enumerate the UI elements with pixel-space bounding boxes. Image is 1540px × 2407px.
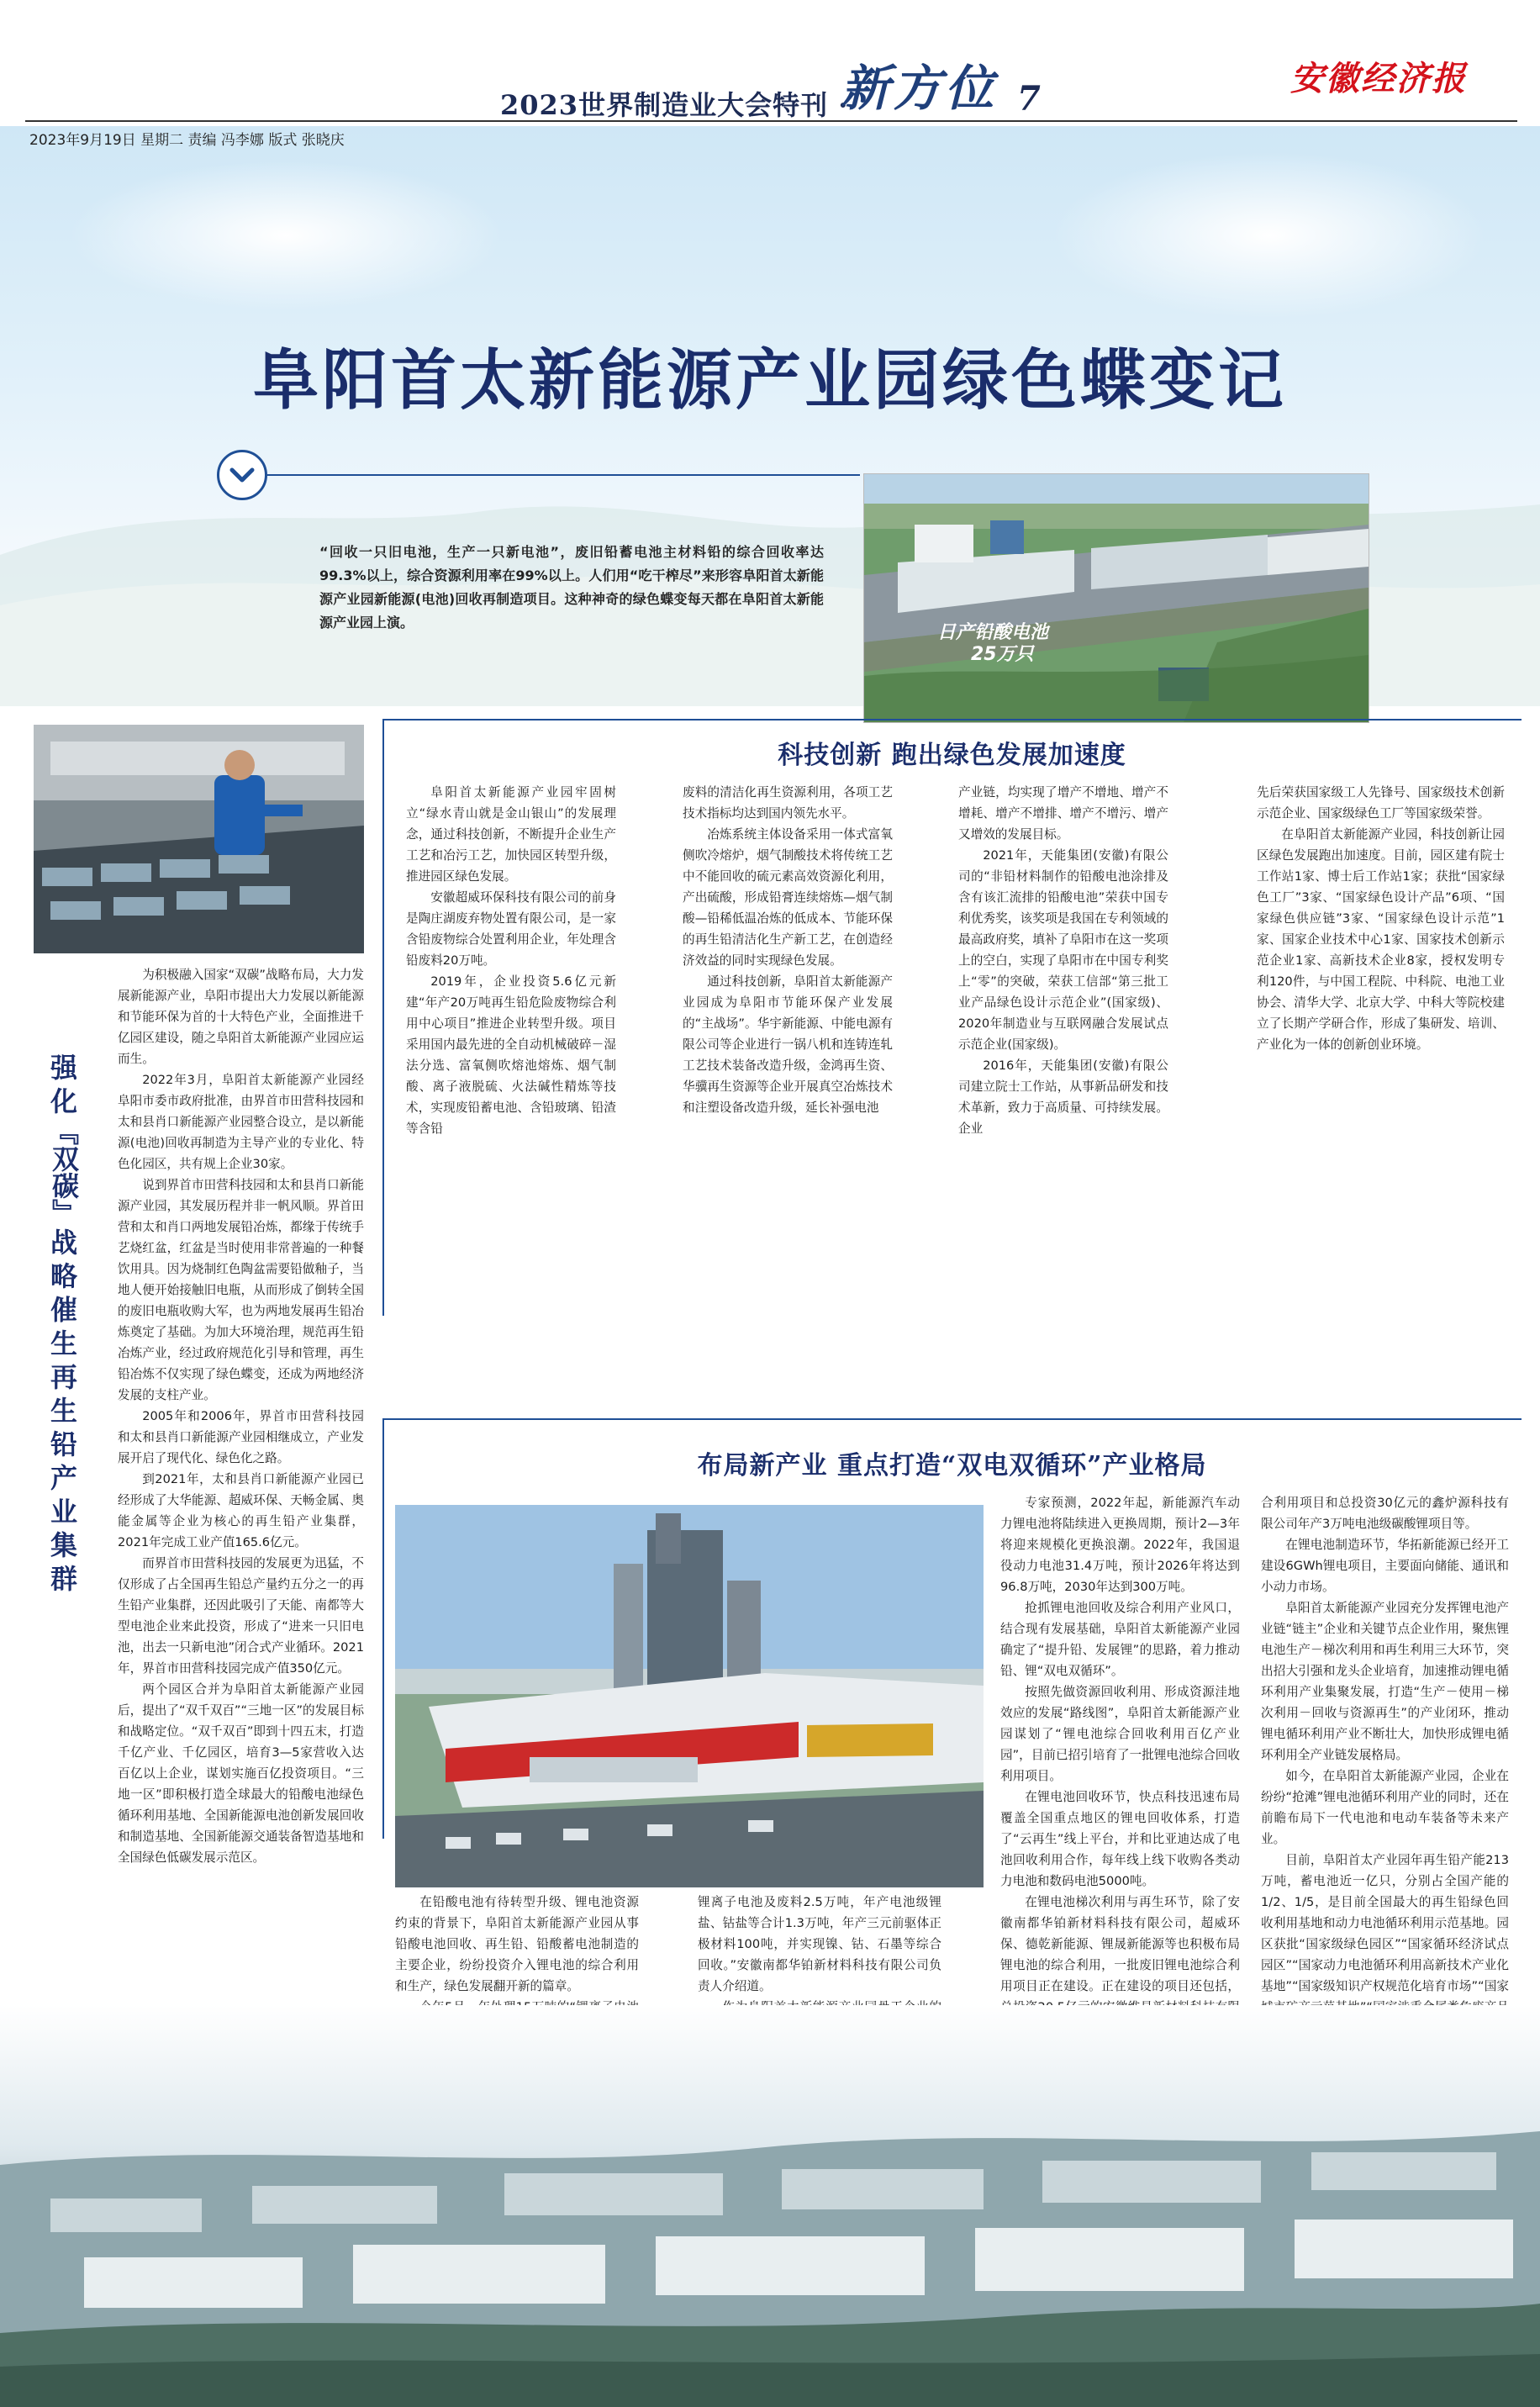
paragraph: 到2021年，太和县肖口新能源产业园已经形成了大华能源、超威环保、天畅金属、奥能金属等企业为核心的再生铅产业集群，2021年完成工业产值165.6亿元。 <box>118 1472 364 1549</box>
aerial-caption <box>937 622 1048 666</box>
panorama-photo <box>0 2005 1540 2407</box>
aerial-caption-line: 日产铅酸电池 <box>937 622 1049 643</box>
aerial-photo <box>863 473 1369 723</box>
badge-rule <box>267 474 860 476</box>
worker-photo <box>34 725 364 953</box>
side-title-line: 战略 <box>50 1227 77 1292</box>
paragraph: 通过科技创新，阜阳首太新能源产业园成为阜阳市节能环保产业发展的“主战场”。华宇新能源、中能电源有限公司等企业进行一锅八机和连铸连轧工艺技术装备改造升级，金鸿再生资、华骥再生资源等企业开展真空冶炼技术和注塑设备改造升级，延长补强电池 <box>683 974 893 1115</box>
left-column-text <box>118 964 364 1868</box>
chevron-down-icon <box>217 450 267 500</box>
paragraph: 在锂电池回收环节，快点科技迅速布局覆盖全国重点地区的锂电回收体系，打造了“云再生”线上平台，并和比亚迪达成了电池回收利用合作，每年线上线下收购各类动力电池和数码电池5000吨。 <box>1000 1790 1240 1888</box>
paragraph: 合利用项目和总投资30亿元的鑫炉源科技有限公司年产3万吨电池级碳酸锂项目等。 <box>1261 1496 1509 1531</box>
paragraph: 产业链，均实现了增产不增地、增产不增耗、增产不增排、增产不增污、增产又增效的发展目标。 <box>958 785 1168 842</box>
dateline: 2023年9月19日 星期二 责编 冯李娜 版式 张晓庆 <box>29 132 345 149</box>
section1-column <box>406 782 616 1139</box>
paragraph: 在阜阳首太新能源产业园，科技创新让园区绿色发展跑出加速度。目前，园区建有院士工作站1家、博士后工作站1家；获批“国家绿色工厂”3家、“国家绿色设计产品”6项、“国家绿色供应链”3家、“国家绿色设计示范”1家、国家企业技术中心1家、国家技术创新示范企业1家、高新技术企业8家，授权发明专利120件，与中国工程院、中科院、电池工业协会、清华大学、北京大学、中科大等院校建立了长期产学研合作，形成了集研发、培训、产业化为一体的创新创业环境。 <box>1257 827 1505 1052</box>
paragraph: 冶炼系统主体设备采用一体式富氧侧吹冷熔炉，烟气制酸技术将传统工艺中不能回收的硫元素高效资源化利用，产出硫酸，形成铅膏连续熔炼—烟气制酸—铅稀低温冶炼的低成本、节能环保的再生铅清洁化生产新工艺，在创造经济效益的同时实现绿色发展。 <box>683 827 893 968</box>
section-title: 科技创新 跑出绿色发展加速度 <box>778 741 1126 770</box>
paragraph: 为积极融入国家“双碳”战略布局，大力发展新能源产业，阜阳市提出大力发展以新能源和节能环保为首的十大特色产业，全面推进千亿园区建设，随之阜阳首太新能源产业园应运而生。 <box>118 968 364 1066</box>
side-title <box>40 1051 87 1596</box>
paragraph: 而界首市田营科技园的发展更为迅猛，不仅形成了占全国再生铅总产量约五分之一的再生铅产业集群，还因此吸引了天能、南都等大型电池企业来此投资，形成了“进来一只旧电池，出去一只新电池”闭合式产业循环。2021年，界首市田营科技园完成产值350亿元。 <box>118 1556 364 1676</box>
section-brand: 新方位 <box>841 60 998 117</box>
paragraph: 专家预测，2022年起，新能源汽车动力锂电池将陆续进入更换周期，预计2—3年将迎来规模化更换浪潮。2022年，我国退役动力电池31.4万吨，预计2026年将达到96.8万吨，2030年达到300万吨。 <box>1000 1496 1240 1594</box>
paragraph: 先后荣获国家级工人先锋号、国家级技术创新示范企业、国家级绿色工厂等国家级荣誉。 <box>1257 785 1505 821</box>
headline: 阜阳首太新能源产业园绿色蝶变记 <box>252 342 1287 419</box>
section1-column <box>1257 782 1505 1055</box>
paragraph: 两个园区合并为阜阳首太新能源产业园后，提出了“双千双百”“三地一区”的发展目标和战略定位。“双千双百”即到十四五末，打造千亿产业、千亿园区，培育3—5家营收入达百亿以上企业，谋划实施百亿投资项目。“三地一区”即积极打造全球最大的铅酸电池绿色循环利用基地、全国新能源电池创新发展回收和制造基地、全国新能源交通装备智造基地和全国绿色低碳发展示范区。 <box>118 1682 364 1865</box>
page-number: 7 <box>1017 79 1041 119</box>
cloud-decoration <box>1051 151 1488 319</box>
paragraph: 锂离子电池及废料2.5万吨，年产电池级锂盐、钴盐等合计1.3万吨，年产三元前驱体正极材料100吨，并实现镍、钴、石墨等综合回收。”安徽南都华铂新材料科技有限公司负责人介绍道。 <box>698 1895 941 1993</box>
paragraph: 说到界首市田营科技园和太和县肖口新能源产业园，其发展历程并非一帆风顺。界首田营和太和肖口两地发展铅冶炼，都缘于传统手艺烧红盆，红盆是当时使用非常普遍的一种餐饮用具。因为烧制红色陶盆需要铅做釉子，当地人便开始接触旧电瓶，从而形成了倒转全国的废旧电瓶收购大军，也为两地发展再生铅冶炼奠定了基础。为加大环境治理，规范再生铅冶炼产业，经过政府规范化引导和管理，再生铅冶炼不仅实现了绿色蝶变，还成为两地经济发展的支柱产业。 <box>118 1178 364 1402</box>
aerial-caption-line: 25万只 <box>971 644 1034 665</box>
paragraph: 在锂电池梯次利用与再生环节，除了安徽南都华铂新材料科技有限公司，超威环保、德乾新能源、锂晟新能源等也积极布局锂电池的综合利用，一批废旧锂电池综合利用项目正在建设。正在建设的项目还包括， <box>1000 1895 1240 1993</box>
intro-paragraph: “回收一只旧电池，生产一只新电池”，废旧铅蓄电池主材料铅的综合回收率达99.3%以上，综合资源利用率在99%以上。人们用“吃干榨尽”来形容阜阳首太新能源产业园新能源(电池)回收再制造项目。这种神奇的绿色蝶变每天都在阜阳首太新能源产业园上演。 <box>319 544 824 631</box>
paragraph: 2005年和2006年，界首市田营科技园和太和县肖口新能源产业园相继成立，产业发展开启了现代化、绿色化之路。 <box>118 1409 364 1465</box>
paragraph: 在铅酸电池有待转型升级、锂电池资源约束的背景下，阜阳首太新能源产业园从事铅酸电池回收、再生铅、铅酸蓄电池制造的主要企业，纷纷投资介入锂电池的综合利用和生产，绿色发展翻开新的篇章。 <box>395 1895 639 1993</box>
side-title-line: 『双碳』 <box>48 1118 80 1226</box>
section-title: 布局新产业 重点打造“双电双循环”产业格局 <box>697 1451 1207 1481</box>
special-issue-title: 2023世界制造业大会特刊 · <box>500 89 849 121</box>
paragraph: 2016年，天能集团(安徽)有限公司建立院士工作站，从事新品研发和技术革新，致力于高质量、可持续发展。企业 <box>958 1058 1168 1136</box>
factory-photo <box>395 1505 984 1887</box>
paragraph: 按照先做资源回收利用、形成资源洼地效应的发展“路线图”，阜阳首太新能源产业园谋划了“锂电池综合回收利用百亿产业园”，目前已招引培育了一批锂电池综合回收利用项目。 <box>1000 1685 1240 1783</box>
paragraph: 在锂电池制造环节，华拓新能源已经开工建设6GWh锂电项目，主要面向储能、通讯和小动力市场。 <box>1261 1538 1509 1594</box>
paragraph: 如今，在阜阳首太新能源产业园，企业在纷纷“抢滩”锂电池循环利用产业的同时，还在前瞻布局下一代电池和电动车装备等未来产业。 <box>1261 1769 1509 1846</box>
paragraph: 阜阳首太新能源产业园充分发挥锂电池产业链“链主”企业和关键节点企业作用，聚焦锂电池生产－梯次利用和再生利用三大环节，突出招大引强和龙头企业培育，加速推动锂电循环利用产业集聚发展，打造“生产－使用－梯次利用－回收与资源再生”的产业闭环，推动锂电循环利用产业不断壮大，加快形成锂电循环利用全产业链发展格局。 <box>1261 1601 1509 1762</box>
newspaper-logo: 安徽经济报 <box>1290 59 1467 98</box>
paragraph: 目前，阜阳首太产业园年再生铅产能213万吨，蓄电池近一亿只，分别占全国产能的1/2、1/5，是目前全国最大的再生铅绿色回收利用基地和动力电池循环利用示范基地。园区获批“国家级绿色园区”“国家循环经济试点园区”“国家动力电池循环利用高新技术产业化基地”“国家级知识产权规范化培育市场”“国家 <box>1261 1853 1509 1993</box>
paragraph: 2022年3月，阜阳首太新能源产业园经阜阳市委市政府批准，由界首市田营科技园和太和县肖口新能源产业园整合设立，是以新能源(电池)回收再制造为主导产业的专业化、特色化园区，共有规上企业30家。 <box>118 1073 364 1171</box>
section-rule <box>382 1418 1522 1420</box>
cloud-decoration <box>67 160 504 311</box>
section-rule <box>382 1418 384 1839</box>
paragraph: 安徽超威环保科技有限公司的前身是陶庄湖废弃物处置有限公司，是一家含铅废物综合处置利用企业，年处理含铅废料20万吨。 <box>406 890 616 968</box>
side-title-line: 强化 <box>50 1052 77 1117</box>
section1-column <box>683 782 893 1118</box>
section1-column <box>958 782 1168 1139</box>
paragraph: 抢抓锂电池回收及综合利用产业风口，结合现有发展基础，阜阳首太新能源产业园确定了“提升铅、发展锂”的思路，着力推动铅、锂“双电双循环”。 <box>1000 1601 1240 1678</box>
paragraph: 阜阳首太新能源产业园牢固树立“绿水青山就是金山银山”的发展理念，通过科技创新，不断提升企业生产工艺和冶污工艺，加快园区转型升级，推进园区绿色发展。 <box>406 785 616 884</box>
side-title-line: 催生再生铅产业集群 <box>50 1294 77 1595</box>
paragraph: 2019年，企业投资5.6亿元新建“年产20万吨再生铅危险废物综合利用中心项目”推进企业转型升级。项目采用国内最先进的全自动机械破碎－湿法分选、富氧侧吹熔池熔炼、烟气制酸、离子液脱硫、火法碱性精炼等技术，实现废铅蓄电池、含铅玻璃、铅渣等含铅 <box>406 974 616 1136</box>
paragraph: 2021年，天能集团(安徽)有限公司的“非铅材料制作的铅酸电池涂排及含有该汇流排的铅酸电池”荣获中国专利优秀奖，该奖项是我国在专利领域的最高政府奖，填补了阜阳市在这一奖项上的空白，实现了阜阳市在中国专利奖上“零”的突破，荣获工信部“第三批工业产品绿色设计示范企业”(国家级)、2020年制造业与互联网融合发展试点示范企业(国家级)。 <box>958 848 1168 1052</box>
paragraph: 废料的清洁化再生资源利用，各项工艺技术指标均达到国内领先水平。 <box>683 785 893 821</box>
